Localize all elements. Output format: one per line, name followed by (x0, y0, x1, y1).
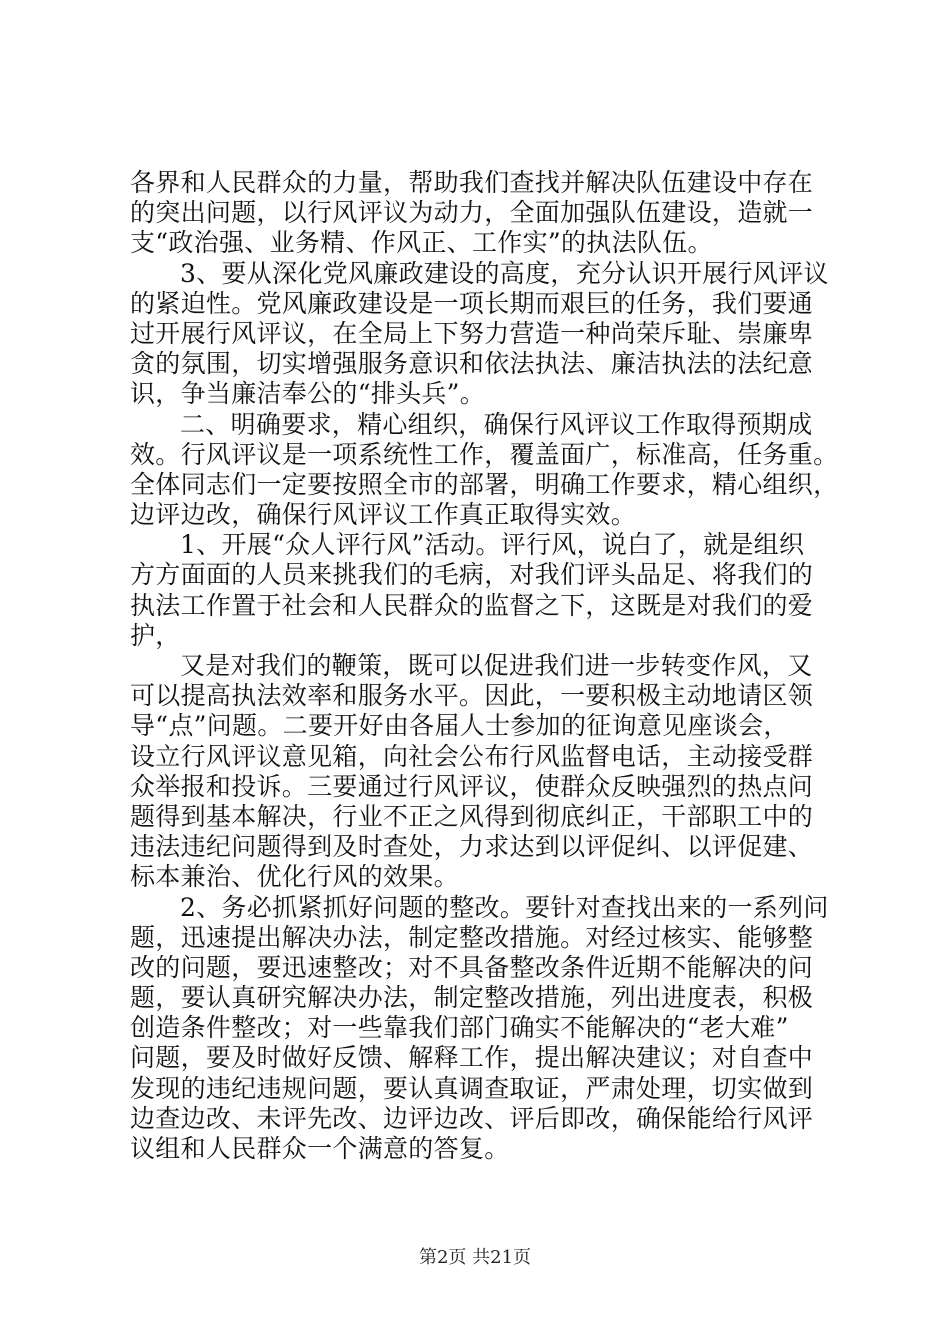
text-line: 问题，要及时做好反馈、解释工作，提出解决建议；对自查中 (130, 1043, 814, 1073)
text-line: 1、开展“众人评行风”活动。评行风，说白了，就是组织 (180, 530, 805, 560)
text-line: 边评边改，确保行风评议工作真正取得实效。 (130, 500, 637, 530)
text-line: 方方面面的人员来挑我们的毛病，对我们评头品足、将我们的 (130, 560, 814, 590)
text-line: 创造条件整改；对一些靠我们部门确实不能解决的“老大难” (130, 1013, 789, 1043)
text-line: 的突出问题，以行风评议为动力，全面加强队伍建设，造就一 (130, 198, 814, 228)
text-line: 题得到基本解决，行业不正之风得到彻底纠正，干部职工中的 (130, 801, 814, 831)
text-line: 支“政治强、业务精、作风正、工作实”的执法队伍。 (130, 228, 713, 258)
text-line: 识，争当廉洁奉公的“排头兵”。 (130, 379, 486, 409)
text-line: 可以提高执法效率和服务水平。因此，一要积极主动地请区领 (130, 681, 814, 711)
text-line: 贪的氛围，切实增强服务意识和依法执法、廉洁执法的法纪意 (130, 349, 814, 379)
text-line: 题，迅速提出解决办法，制定整改措施。对经过核实、能够整 (130, 922, 814, 952)
text-line: 标本兼治、优化行风的效果。 (130, 862, 459, 892)
text-line: 发现的违纪违规问题，要认真调查取证，严肃处理，切实做到 (130, 1073, 814, 1103)
text-line: 众举报和投诉。三要通过行风评议，使群众反映强烈的热点问 (130, 771, 814, 801)
text-line: 设立行风评议意见箱，向社会公布行风监督电话，主动接受群 (130, 741, 814, 771)
text-line: 议组和人民群众一个满意的答复。 (130, 1134, 510, 1163)
text-line: 的紧迫性。党风廉政建设是一项长期而艰巨的任务，我们要通 (130, 288, 814, 318)
text-line: 执法工作置于社会和人民群众的监督之下，这既是对我们的爱 (130, 590, 814, 620)
text-line: 改的问题，要迅速整改；对不具备整改条件近期不能解决的问 (130, 952, 814, 982)
text-line: 效。行风评议是一项系统性工作，覆盖面广，标准高，任务重。 (130, 439, 839, 469)
text-line: 违法违纪问题得到及时查处，力求达到以评促纠、以评促建、 (130, 832, 814, 862)
text-line: 边查边改、未评先改、边评边改、评后即改，确保能给行风评 (130, 1103, 814, 1133)
text-line: 各界和人民群众的力量，帮助我们查找并解决队伍建设中存在 (130, 168, 814, 197)
text-line: 护， (130, 620, 181, 650)
text-line: 3、要从深化党风廉政建设的高度，充分认识开展行风评议 (180, 258, 829, 288)
text-line: 2、务必抓紧抓好问题的整改。要针对查找出来的一系列问 (180, 892, 829, 922)
text-line: 二、明确要求，精心组织，确保行风评议工作取得预期成 (180, 409, 813, 439)
text-line: 导“点”问题。二要开好由各届人士参加的征询意见座谈会， (130, 711, 789, 741)
page-number-footer: 第2页 共21页 (418, 1247, 532, 1268)
text-line: 全体同志们一定要按照全市的部署，明确工作要求，精心组织， (130, 469, 839, 499)
text-line: 又是对我们的鞭策，既可以促进我们进一步转变作风，又 (180, 651, 813, 680)
body-text (130, 168, 839, 1164)
text-line: 过开展行风评议，在全局上下努力营造一种尚荣斥耻、崇廉卑 (130, 318, 814, 348)
text-line: 题，要认真研究解决办法，制定整改措施，列出进度表，积极 (130, 983, 814, 1013)
